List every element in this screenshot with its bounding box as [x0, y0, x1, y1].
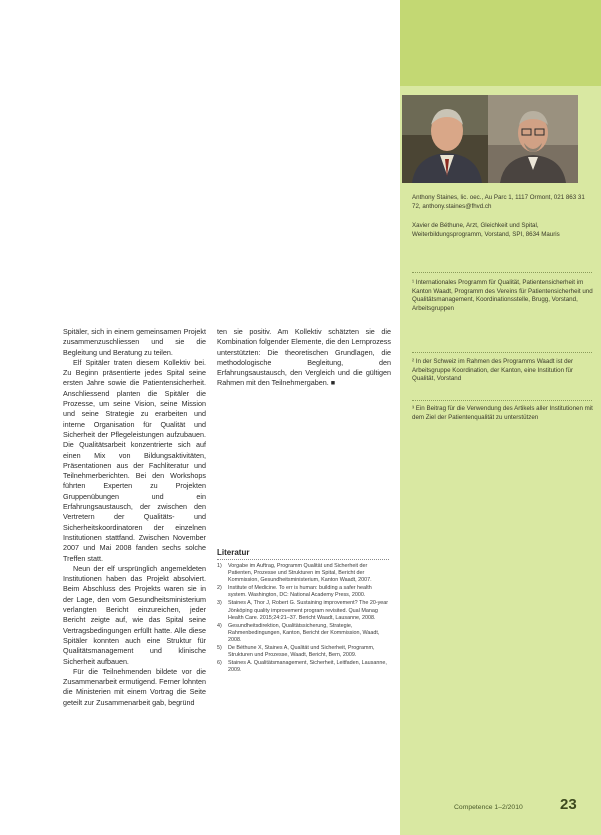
- list-item: 4) Gesundheitsdirektion, Qualitätssicherung, Strategie, Rahmenbedingungen, Kanton, Bericht der Kommission, Waadt, 2008.: [217, 622, 380, 643]
- paragraph: ten sie positiv. Am Kollektiv schätzten sie die Kombination folgender Elemente, die den Lernprozess unterstützten: Die theoretischen Grundlagen, die methodologische Begleitung, den Erfahrungsaustausch, den Vergleich und die gültigen Rahmen mit den Teilnehmergaben. ■: [217, 327, 391, 388]
- sidebar-divider-2: [412, 352, 592, 353]
- sidebar-note-2: ² In der Schweiz im Rahmen des Programms Waadt ist der Arbeitsgruppe Koordination, der Kanton, eine Institution für Qualität, Vorstand: [412, 358, 574, 382]
- literature-divider: [217, 559, 389, 560]
- left-column: [63, 327, 206, 708]
- page-number: 23: [560, 796, 577, 813]
- sidebar-note-1: ¹ Internationales Programm für Qualität, Patientensicherheit im Kanton Waadt, Programm des Vereins für Patientensicherheit und Qualitätsmanagement, Koordinationsstelle, Brugg, Vorstand, Arbeitsgruppen: [412, 279, 593, 312]
- list-item: 2) Institute of Medicine. To err is human: building a safer health system. Washington, DC: National Academy Press, 2000.: [217, 585, 372, 599]
- sidebar-header-band: [400, 0, 601, 86]
- list-item: 6) Staines A. Qualitätsmanagement, Sicherheit, Leitfaden, Lausanne, 2009.: [217, 660, 387, 674]
- list-item: 1) Vorgabe im Auftrag, Programm Qualität und Sicherheit der Patienten, Prozesse und Strukturen im Spital, Bericht der Kommission, Gesundheitsministerium, Kanton Waadt, 2007.: [217, 563, 372, 584]
- author-photo-2: [488, 95, 578, 183]
- middle-column: [217, 327, 391, 389]
- paragraph: Elf Spitäler traten diesem Kollektiv bei. Zu Beginn präsentierte jedes Spital seine ersten Jahre sowie die Patientensicherheit. Anschliessend planten die Spitäler die Prozesse, um seine Vision, seine Mission und seine Strategie zu erarbeiten und interne Organisation für Qualität und Sicherheit der Pflegeleistungen aufzubauen. Die Qualitätsarbeit konzentrierte sich auf einen Mix von Bildungsaktivitäten, Präsentationen aus der Fachliteratur und Teilnehmerberichten. Bei den Workshops führten Experten zu Projekten Gruppenübungen und ein Erfahrungsaustausch, der zwischen den Vertretern der Qualitäts- und Sicherheitskoordinatoren der einzelnen Institutionen stattfand. Zwischen November 2007 und Mai 2008 fanden sechs solche Treffen statt.: [63, 357, 206, 563]
- footer-journal: Competence 1–2/2010: [454, 804, 523, 811]
- sidebar-divider-3: [412, 400, 592, 401]
- sidebar-divider-1: [412, 272, 592, 273]
- list-item: 3) Staines A, Thor J, Robert G. Sustaining improvement? The 20-year Jönköping quality improvement program revisited. Qual Manag Health Care. 2015;24:21–37. Bericht Waadt, Lausanne, 2008.: [217, 600, 389, 621]
- paragraph: Neun der elf ursprünglich angemeldeten Institutionen haben das Projekt absolviert. Beim Abschluss des Projekts waren sie in der Lage, den vom Gesundheitsministerium verlangten Bericht einzureichen, jeder Bericht zeigte auf, wie das Spital seine Vertragsbedingungen erfüllt hatte. Alle diese Spitäler konnten auch eine Struktur für Qualitätsmanagement und klinische Sicherheit aufbauen.: [63, 563, 206, 666]
- sidebar-author-1: Anthony Staines, lic. oec., Au Parc 1, 1117 Ormont, 021 863 31 72, anthony.staines@fhvd.ch: [412, 194, 585, 210]
- paragraph: Für die Teilnehmenden bildete vor die Zusammenarbeit ermutigend. Ferner lohnten die Ministerien mit einem Vortrag die Seite geteilt zur Zusammenarbeit gab, begründ: [63, 666, 206, 707]
- literature-list: [217, 563, 391, 675]
- sidebar-note-3: ³ Ein Beitrag für die Verwendung des Artikels aller Institutionen mit dem Ziel der Patientenqualität zu unterstützen: [412, 405, 593, 421]
- list-item: 5) De Béthune X, Staines A, Qualität und Sicherheit, Programm, Strukturen und Prozesse, Waadt, Bericht, Bern, 2009.: [217, 645, 375, 659]
- paragraph: Spitäler, sich in einem gemeinsamen Projekt zusammenzuschliessen und sie die Begleitung und Beratung zu teilen.: [63, 327, 206, 357]
- sidebar-author-2: Xavier de Béthune, Arzt, Gleichkeit und Spital, Weiterbildungsprogramm, Vorstand, SPI, 8634 Mauris: [412, 222, 560, 238]
- literature-title: Literatur: [217, 548, 250, 557]
- author-photo-1: [402, 95, 492, 183]
